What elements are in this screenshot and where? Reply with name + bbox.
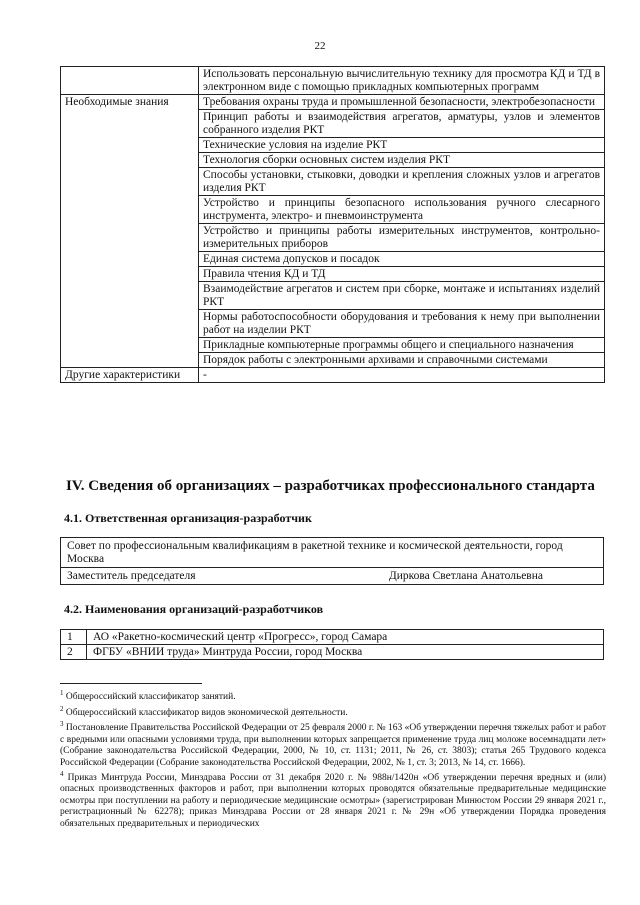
footnotes (60, 688, 606, 830)
responsible-org-table (60, 537, 604, 585)
table-row (61, 368, 605, 383)
signatory-person: Диркова Светлана Анатольевна (388, 570, 543, 582)
other-characteristics-label: Другие характеристики (61, 368, 199, 383)
table-cell-skill: Использовать персональную вычислительную технику для просмотра КД и ТД в электронном виде с помощью прикладных компьютерных программ (199, 67, 605, 95)
page-number: 22 (314, 40, 326, 52)
footnote: $^3$ Постановление Правительства Российской Федерации от 25 февраля 2000 г. № 163 «Об утверждении перечня тяжелых работ и работ с вредными или опасными условиями труда, при выполнении которых запрещается применение труда лиц моложе восемнадцати лет» (Собрание законодательства Российской Федерации, 2000, № 10, ст. 1131; 2011, № 26, ст. 3803); статья 265 Трудового кодекса Российской Федерации (Собрание законодательства Российской Федерации, 2002, № 1, ст. 3; 2013, № 14, ст. 1666). (60, 720, 607, 768)
developer-number: 2 (61, 645, 87, 660)
table-row (61, 95, 605, 110)
table-row (61, 538, 604, 568)
table-cell-empty (61, 67, 199, 95)
footnote-divider (60, 683, 202, 684)
footnote: $^4$ Приказ Минтруда России, Минздрава России от 31 декабря 2020 г. № 988н/1420н «Об утверждении перечня вредных и (или) опасных производственных факторов и работ, при выполнении которых проводятся обязательные предварительные медицинские осмотры при поступлении на работу и периодические медицинские осмотры» (зарегистрирован Минюстом России 29 января 2021 г., регистрационный № 62278); приказ Минздрава России от 28 января 2021 г. № 29н «Об утверждении Порядка проведения обязательных предварительных и периодических (60, 769, 606, 829)
knowledge-item: Принцип работы и взаимодействия агрегатов, арматуры, узлов и элементов собранного изделия РКТ (199, 110, 605, 138)
knowledge-item: Способы установки, стыковки, доводки и крепления сложных узлов и агрегатов изделия РКТ (199, 168, 605, 196)
knowledge-item: Устройство и принципы работы измерительных инструментов, контрольно-измерительных приборов (199, 224, 605, 252)
knowledge-item: Правила чтения КД и ТД (199, 267, 605, 282)
knowledge-item: Устройство и принципы безопасного использования ручного слесарного инструмента, электро- и пневмоинструмента (199, 196, 605, 224)
knowledge-item: Взаимодействие агрегатов и систем при сборке, монтаже и испытаниях изделий РКТ (199, 282, 605, 310)
table-row (61, 630, 604, 645)
knowledge-item: Прикладные компьютерные программы общего и специального назначения (199, 338, 605, 353)
table-row (61, 568, 604, 585)
subsection-title-responsible: 4.1. Ответственная организация-разработчик (64, 511, 312, 525)
table-row (61, 645, 604, 660)
responsible-org-name: Совет по профессиональным квалификациям в ракетной технике и космической деятельности, город Москва (61, 538, 604, 568)
responsible-org-signatory (61, 568, 604, 585)
subsection-title-developers: 4.2. Наименования организаций-разработчиков (64, 602, 324, 616)
developers-table (60, 629, 604, 660)
developer-number: 1 (61, 630, 87, 645)
footnote: $^2$ Общероссийский классификатор видов экономической деятельности. (60, 704, 348, 718)
knowledge-item: Нормы работоспособности оборудования и требования к нему при выполнении работ на изделии РКТ (199, 310, 605, 338)
knowledge-item: Порядок работы с электронными архивами и справочными системами (199, 353, 605, 368)
footnote: $^1$ Общероссийский классификатор занятий. (60, 689, 236, 703)
knowledge-item: Технология сборки основных систем изделия РКТ (199, 153, 605, 168)
knowledge-item: Технические условия на изделие РКТ (199, 138, 605, 153)
knowledge-label: Необходимые знания (61, 95, 199, 368)
knowledge-item: Единая система допусков и посадок (199, 252, 605, 267)
developer-name: АО «Ракетно-космический центр «Прогресс», город Самара (87, 630, 604, 645)
developer-name: ФГБУ «ВНИИ труда» Минтруда России, город Москва (87, 645, 604, 660)
section-title: IV. Сведения об организациях – разработчиках профессионального стандарта (66, 478, 595, 494)
table-row (61, 67, 605, 95)
knowledge-table (60, 66, 605, 383)
knowledge-item: Требования охраны труда и промышленной безопасности, электробезопасности (199, 95, 605, 110)
signatory-position: Заместитель председателя (67, 570, 196, 582)
other-characteristics-value: - (199, 368, 605, 383)
